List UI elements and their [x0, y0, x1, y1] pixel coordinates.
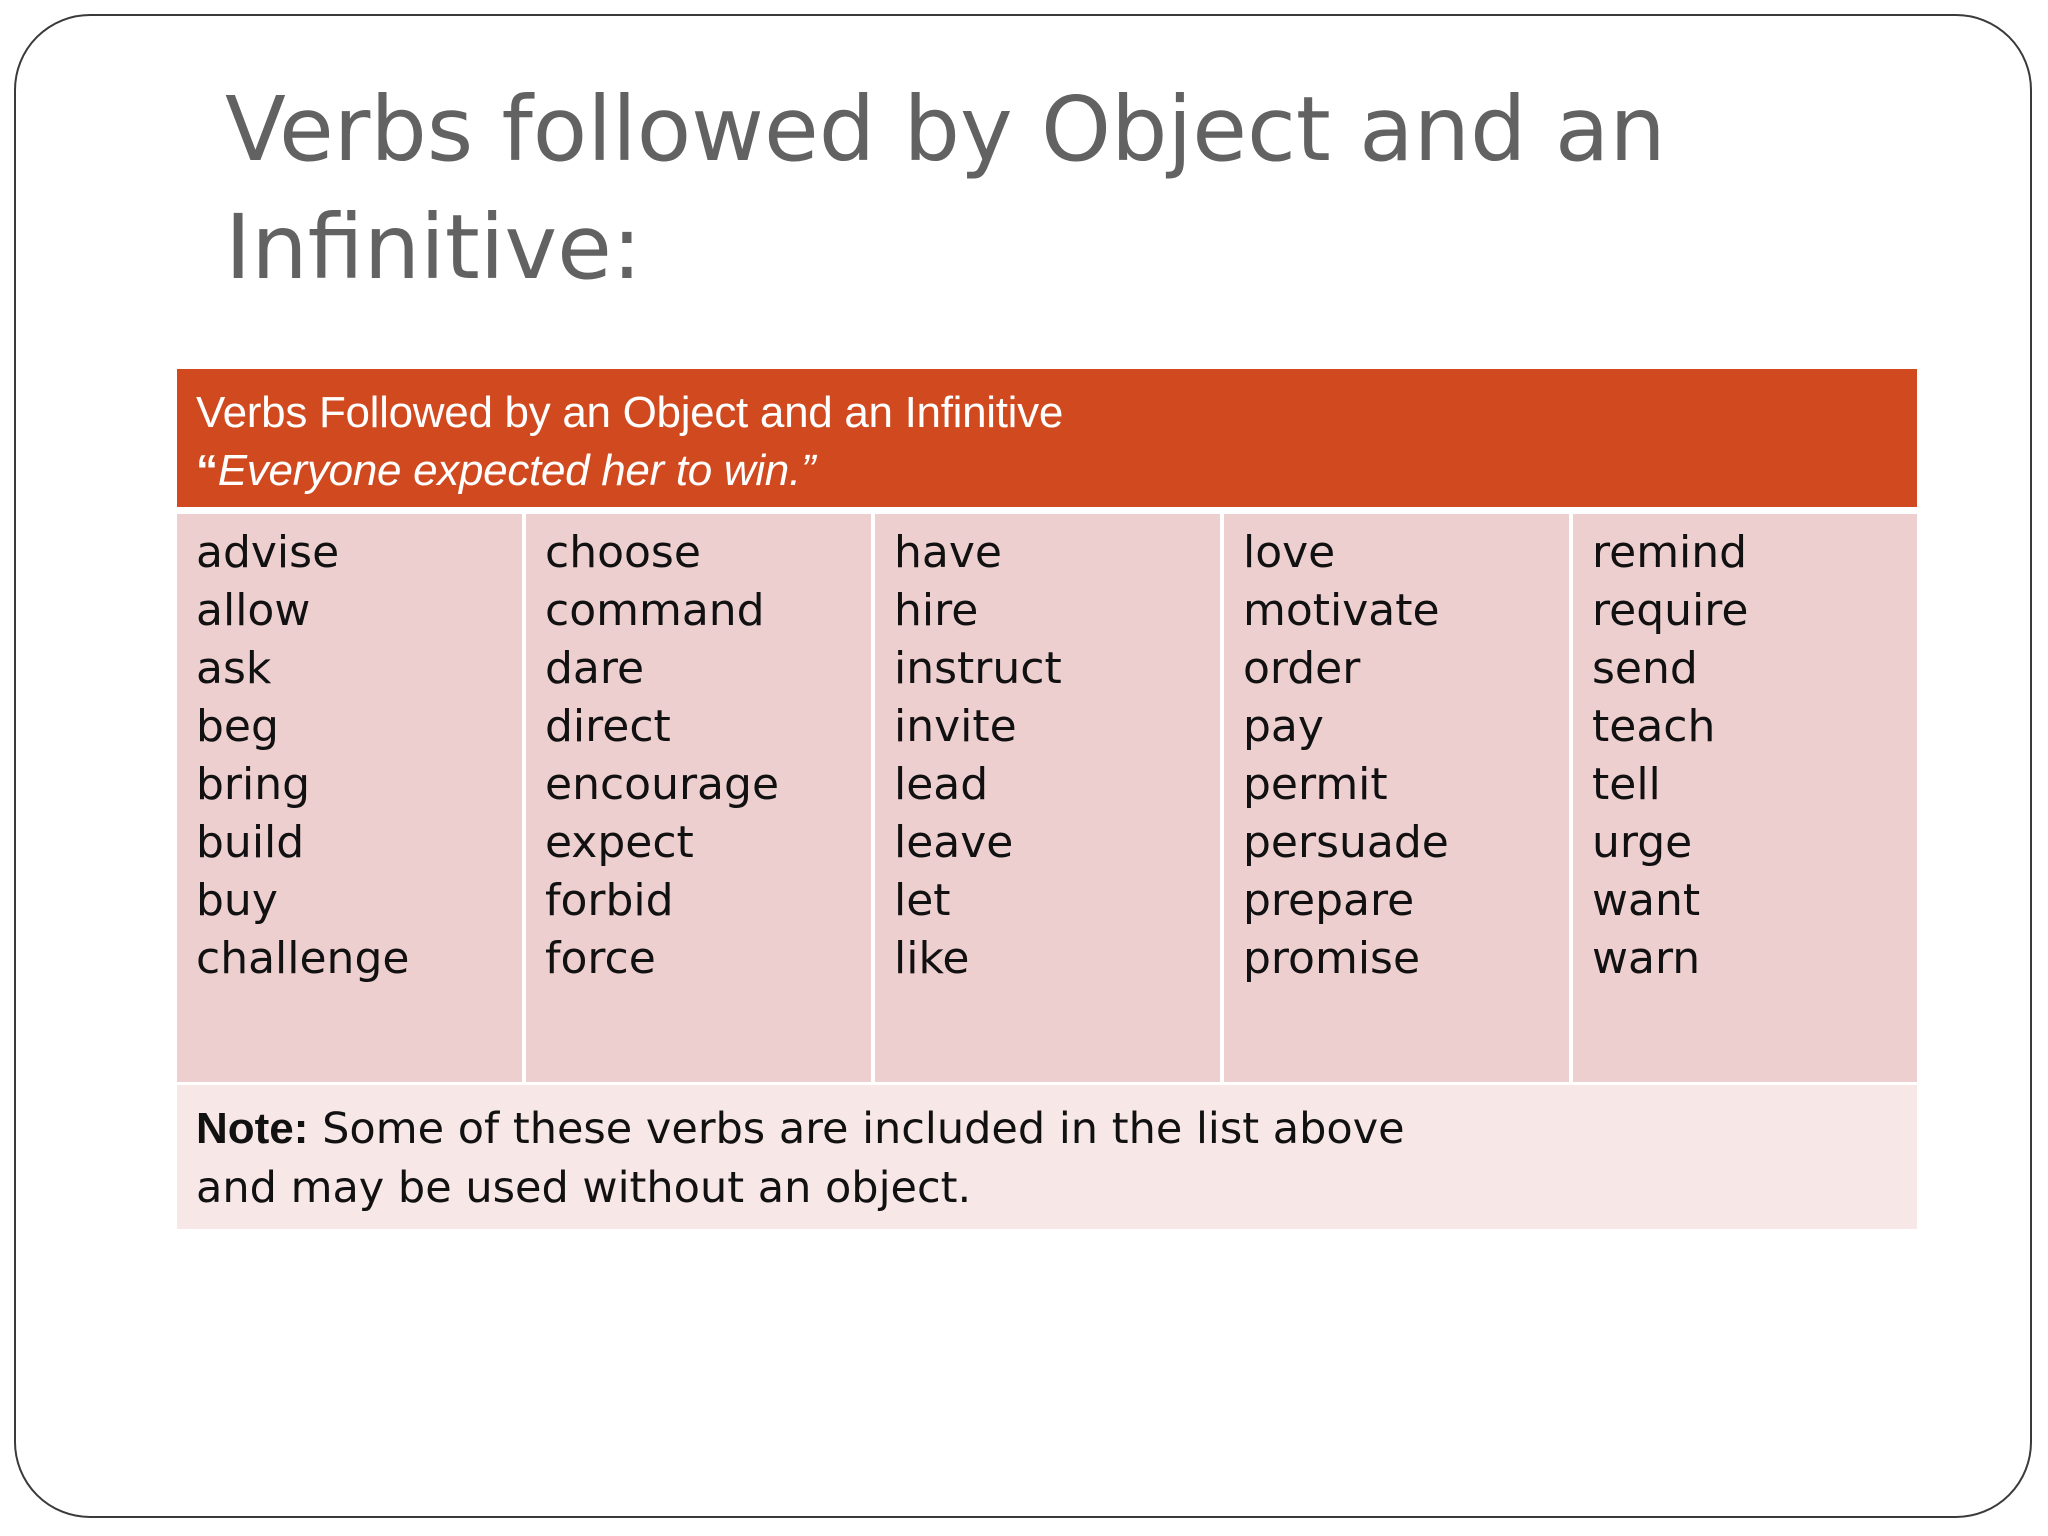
verb-item: remind	[1592, 527, 1748, 578]
verb-column-3	[875, 514, 1220, 1082]
verb-item: love	[1243, 527, 1336, 578]
verb-item: order	[1243, 643, 1361, 694]
verb-item: beg	[196, 701, 279, 752]
verb-item: choose	[545, 527, 701, 578]
verb-item: let	[894, 875, 951, 926]
verb-item: send	[1592, 643, 1698, 694]
table-header-title: Verbs Followed by an Object and an Infinitive	[196, 388, 1064, 437]
verb-item: persuade	[1243, 817, 1449, 868]
note-text-1: Some of these verbs are included in the list above	[308, 1104, 1405, 1154]
verb-item: promise	[1243, 933, 1421, 984]
verb-item: allow	[196, 585, 311, 636]
verb-item: advise	[196, 527, 340, 578]
verb-item: expect	[545, 817, 694, 868]
verb-item: hire	[894, 585, 979, 636]
slide-title-line-2: Infinitive:	[225, 195, 642, 299]
note-line-1	[196, 1099, 1917, 1159]
verb-item: urge	[1592, 817, 1693, 868]
verb-item: challenge	[196, 933, 410, 984]
slide-title	[225, 70, 1825, 306]
verb-item: like	[894, 933, 970, 984]
verb-item: prepare	[1243, 875, 1415, 926]
table-body	[177, 514, 1917, 1082]
open-quote: “	[196, 446, 218, 495]
verb-item: require	[1592, 585, 1749, 636]
verb-item: dare	[545, 643, 645, 694]
verb-item: instruct	[894, 643, 1062, 694]
verb-table	[177, 369, 1917, 1229]
verb-item: encourage	[545, 759, 780, 810]
verb-item: lead	[894, 759, 989, 810]
note-line-2: and may be used without an object.	[196, 1163, 972, 1213]
note-label: Note:	[196, 1104, 309, 1153]
verb-item: bring	[196, 759, 311, 810]
verb-item: motivate	[1243, 585, 1440, 636]
verb-item: ask	[196, 643, 272, 694]
verb-item: force	[545, 933, 656, 984]
verb-item: tell	[1592, 759, 1661, 810]
example-sentence: Everyone expected her to win.”	[217, 446, 816, 495]
verb-item: build	[196, 817, 305, 868]
table-header-example	[196, 442, 1917, 500]
verb-item: command	[545, 585, 765, 636]
verb-item: want	[1592, 875, 1701, 926]
verb-item: direct	[545, 701, 671, 752]
verb-item: warn	[1592, 933, 1701, 984]
verb-column-5	[1573, 514, 1917, 1082]
table-note	[177, 1085, 1917, 1229]
verb-column-1	[177, 514, 522, 1082]
verb-column-2	[526, 514, 871, 1082]
verb-item: teach	[1592, 701, 1716, 752]
table-header	[177, 369, 1917, 507]
slide-title-line-1: Verbs followed by Object and an	[225, 77, 1666, 181]
verb-item: permit	[1243, 759, 1388, 810]
verb-item: have	[894, 527, 1002, 578]
verb-item: leave	[894, 817, 1014, 868]
verb-item: pay	[1243, 701, 1324, 752]
verb-item: forbid	[545, 875, 674, 926]
verb-item: buy	[196, 875, 278, 926]
verb-item: invite	[894, 701, 1017, 752]
verb-column-4	[1224, 514, 1569, 1082]
